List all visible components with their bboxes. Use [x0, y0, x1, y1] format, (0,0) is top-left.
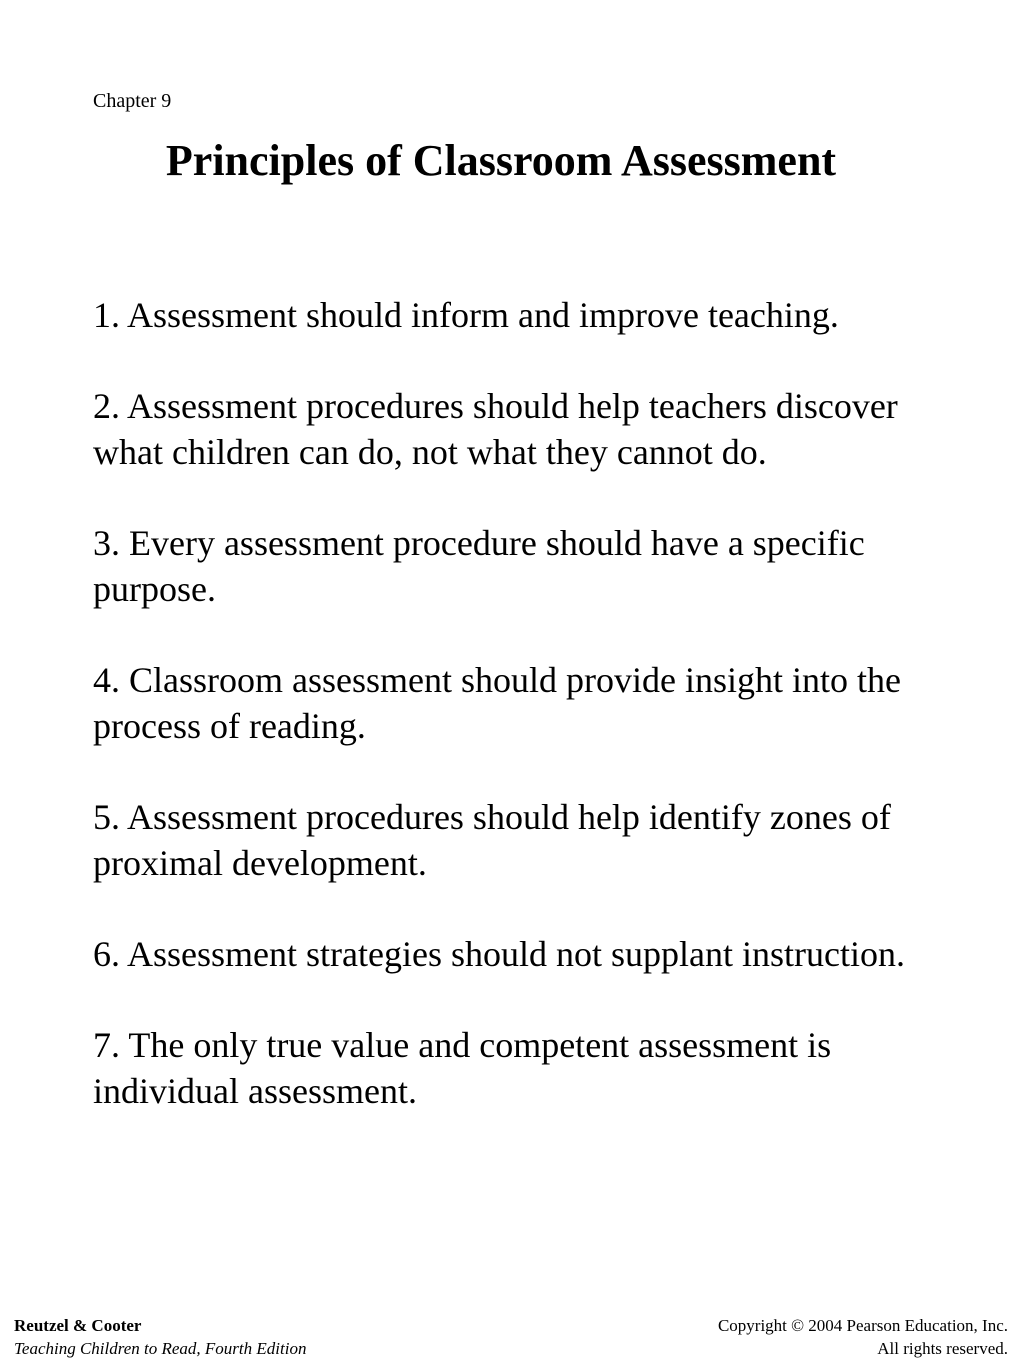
- footer-copyright: [718, 1314, 1008, 1360]
- footer-citation: [14, 1314, 306, 1360]
- copyright-notice: Copyright © 2004 Pearson Education, Inc.: [717, 1316, 1008, 1335]
- page-title: Principles of Classroom Assessment: [165, 136, 837, 185]
- principle-item: 3. Every assessment procedure should have a specific purpose.: [93, 523, 865, 609]
- principle-item: 4. Classroom assessment should provide insight into the process of reading.: [93, 660, 901, 746]
- principle-item: 1. Assessment should inform and improve teaching.: [93, 295, 839, 335]
- footer-authors: Reutzel & Cooter: [14, 1316, 142, 1335]
- principle-item: 2. Assessment procedures should help teachers discover what children can do, not what they cannot do.: [93, 386, 898, 472]
- principle-item: 6. Assessment strategies should not supplant instruction.: [93, 934, 905, 974]
- chapter-label: Chapter 9: [93, 90, 172, 112]
- rights-notice: All rights reserved.: [877, 1339, 1008, 1358]
- principles-list: [93, 292, 953, 1159]
- principle-item: 7. The only true value and competent assessment is individual assessment.: [93, 1025, 832, 1111]
- principle-item: 5. Assessment procedures should help identify zones of proximal development.: [93, 797, 891, 883]
- footer-book-title: Teaching Children to Read, Fourth Edition: [14, 1339, 307, 1358]
